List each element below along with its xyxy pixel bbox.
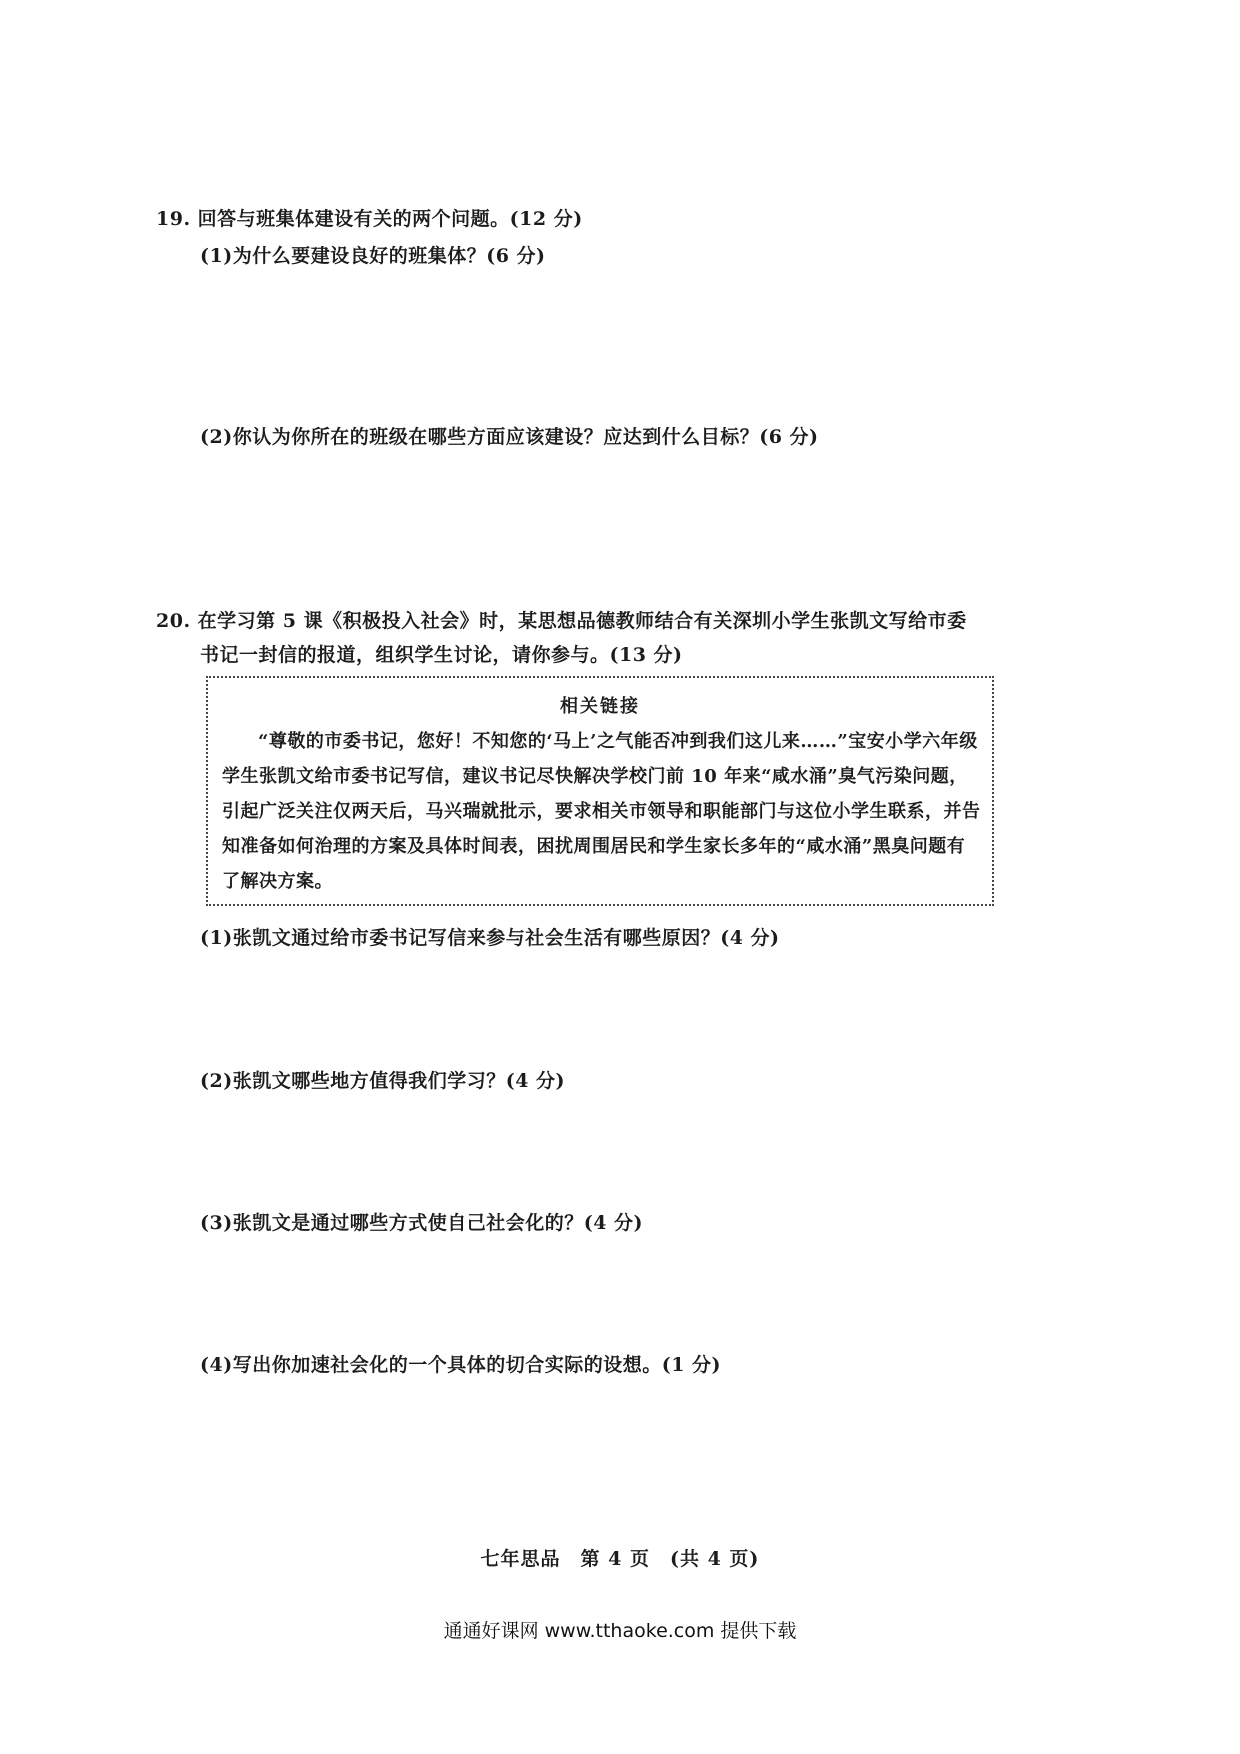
question-20-title-line-2: 书记一封信的报道，组织学生讨论，请你参与。(13 分): [200, 644, 683, 666]
question-20-sub-3: (3)张凯文是通过哪些方式使自己社会化的？(4 分): [200, 1212, 644, 1234]
related-link-box: [206, 676, 994, 906]
question-19-sub-2: (2)你认为你所在的班级在哪些方面应该建设？应达到什么目标？(6 分): [200, 426, 819, 448]
page-footer: 七年思品 第 4 页 (共 4 页): [480, 1548, 760, 1570]
question-20-sub-2: (2)张凯文哪些地方值得我们学习？(4 分): [200, 1070, 566, 1092]
question-20-sub-1: (1)张凯文通过给市委书记写信来参与社会生活有哪些原因？(4 分): [200, 927, 780, 949]
related-link-title: 相关链接: [560, 696, 640, 717]
related-link-body: [222, 724, 982, 899]
question-20-title-line-1: 20. 在学习第 5 课《积极投入社会》时，某思想品德教师结合有关深圳小学生张凯文写给市委: [156, 610, 967, 632]
question-20-sub-4: (4)写出你加速社会化的一个具体的切合实际的设想。(1 分): [200, 1354, 722, 1376]
question-19-sub-1: (1)为什么要建设良好的班集体？(6 分): [200, 245, 546, 267]
question-19-title: 19. 回答与班集体建设有关的两个问题。(12 分): [156, 208, 583, 230]
download-source-line: 通通好课网 www.tthaoke.com 提供下载: [443, 1620, 797, 1642]
related-link-text: “尊敬的市委书记，您好！不知您的‘马上’之气能否冲到我们这儿来……”宝安小学六年级学生张凯文给市委书记写信，建议书记尽快解决学校门前 10 年来“咸水涌”臭气污染问题，引起广泛关注仅两天后，马兴瑞就批示，要求相关市领导和职能部门与这位小学生联系，并告知准备如何治理的方案及具体时间表，困扰周围居民和学生家长多年的“咸水涌”黑臭问题有了解决方案。: [222, 731, 981, 892]
